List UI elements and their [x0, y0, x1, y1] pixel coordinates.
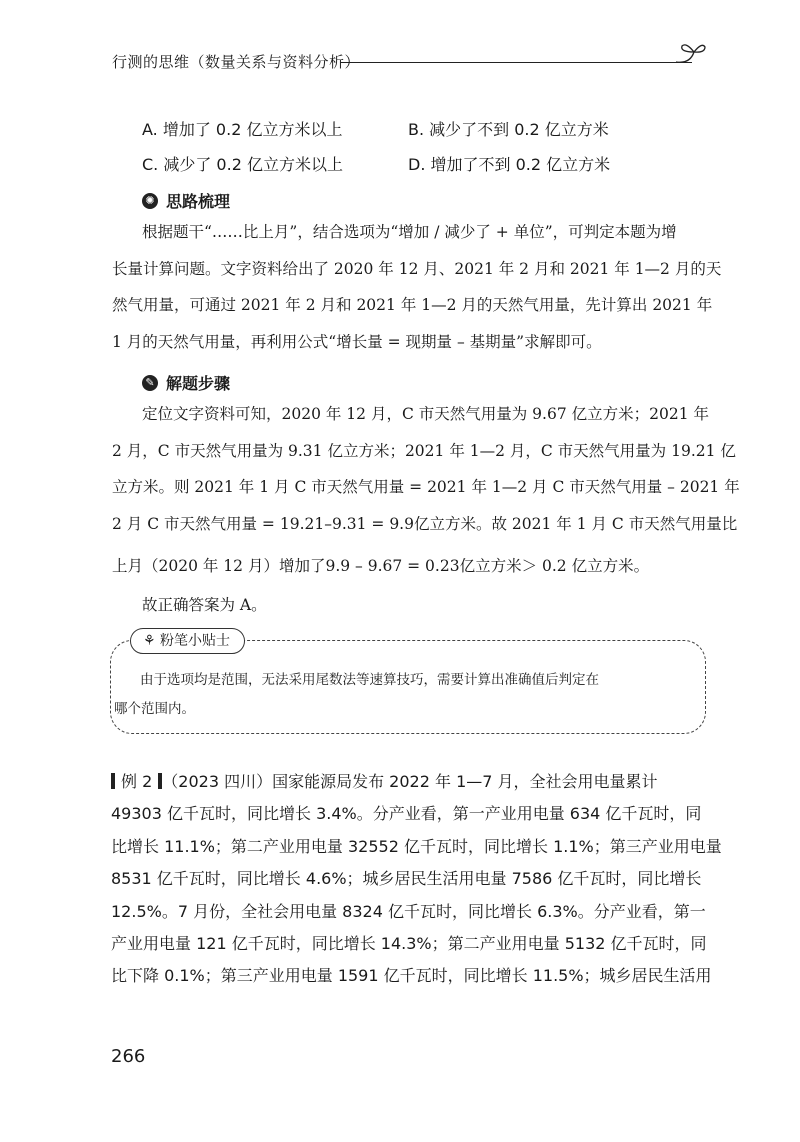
- example-line: 产业用电量 121 亿千瓦时，同比增长 14.3%；第二产业用电量 5132 亿千瓦时，同: [111, 933, 707, 953]
- section-title: 思路梳理: [166, 192, 231, 211]
- example-line: 49303 亿千瓦时，同比增长 3.4%。分产业看，第一产业用电量 634 亿千瓦时，同: [111, 804, 702, 824]
- tip-line: 由于选项均是范围，无法采用尾数法等速算技巧，需要计算出准确值后判定在: [140, 672, 599, 688]
- paragraph-line: 上月（2020 年 12 月）增加了9.9 – 9.67 = 0.23亿立方米＞ 0.2 亿立方米。: [112, 557, 650, 575]
- tip-label-text: 粉笔小贴士: [160, 633, 231, 649]
- solution-paragraph: [112, 396, 740, 623]
- paragraph-line: 长量计算问题。文字资料给出了 2020 年 12 月、2021 年 2 月和 2021 年 1—2 月的天: [112, 259, 722, 278]
- paragraph-line: 2 月，C 市天然气用量为 9.31 亿立方米；2021 年 1—2 月，C 市天然气用量为 19.21 亿: [112, 441, 736, 460]
- option-b: B. 减少了不到 0.2 亿立方米: [408, 120, 609, 139]
- section-title: 解题步骤: [166, 374, 231, 393]
- pencil-icon: ✎: [142, 375, 158, 391]
- sprout-icon: [672, 38, 708, 68]
- running-header-title: 行测的思维（数量关系与资料分析）: [112, 53, 361, 71]
- example-line: 12.5%。7 月份，全社会用电量 8324 亿千瓦时，同比增长 6.3%。分产业看，第一: [111, 901, 706, 921]
- example-line: 比下降 0.1%；第三产业用电量 1591 亿千瓦时，同比增长 11.5%；城乡居民生活用: [111, 966, 712, 986]
- example-line: [111, 766, 711, 798]
- option-c: C. 减少了 0.2 亿立方米以上: [142, 155, 343, 174]
- section-heading-thinking: [142, 189, 230, 212]
- thinking-paragraph: [112, 214, 722, 360]
- paragraph-line: 定位文字资料可知，2020 年 12 月，C 市天然气用量为 9.67 亿立方米；2021 年: [142, 405, 709, 423]
- tip-label: [130, 628, 245, 654]
- paragraph-line: 然气用量，可通过 2021 年 2 月和 2021 年 1—2 月的天然气用量，先计算出 2021 年: [112, 296, 713, 314]
- paragraph-line: 立方米。则 2021 年 1 月 C 市天然气用量 = 2021 年 1—2 月 C 市天然气用量 – 2021 年: [112, 478, 740, 496]
- tip-text: [114, 666, 700, 724]
- tip-line: 哪个范围内。: [114, 701, 195, 717]
- page-number: 266: [111, 1046, 146, 1067]
- header-rule: [340, 62, 692, 63]
- paragraph-line: 根据题干“……比上月”，结合选项为“增加 / 减少了 + 单位”，可判定本题为增: [142, 223, 677, 241]
- example-label: 例 2: [121, 772, 153, 791]
- paragraph-line: 2 月 C 市天然气用量 = 19.21–9.31 = 9.9亿立方米。故 2021 年 1 月 C 市天然气用量比: [112, 514, 738, 533]
- example-marker: [111, 773, 115, 789]
- paragraph-line: 1 月的天然气用量，再利用公式“增长量 = 现期量 – 基期量”求解即可。: [112, 332, 602, 351]
- section-heading-solution: [142, 371, 230, 394]
- example-line-text: （2023 四川）国家能源局发布 2022 年 1—7 月，全社会用电量累计: [162, 772, 658, 791]
- example-line: 比增长 11.1%；第二产业用电量 32552 亿千瓦时，同比增长 1.1%；第三产业用电量: [111, 836, 722, 856]
- lightbulb-icon: ✺: [142, 193, 158, 209]
- answer-line: 故正确答案为 A。: [142, 595, 267, 614]
- option-a: A. 增加了 0.2 亿立方米以上: [142, 120, 343, 139]
- example-2: [111, 766, 722, 993]
- example-line: 8531 亿千瓦时，同比增长 4.6%；城乡居民生活用电量 7586 亿千瓦时，同比增长: [111, 869, 702, 889]
- option-d: D. 增加了不到 0.2 亿立方米: [408, 155, 611, 174]
- sprout-icon: ⚘: [143, 633, 156, 649]
